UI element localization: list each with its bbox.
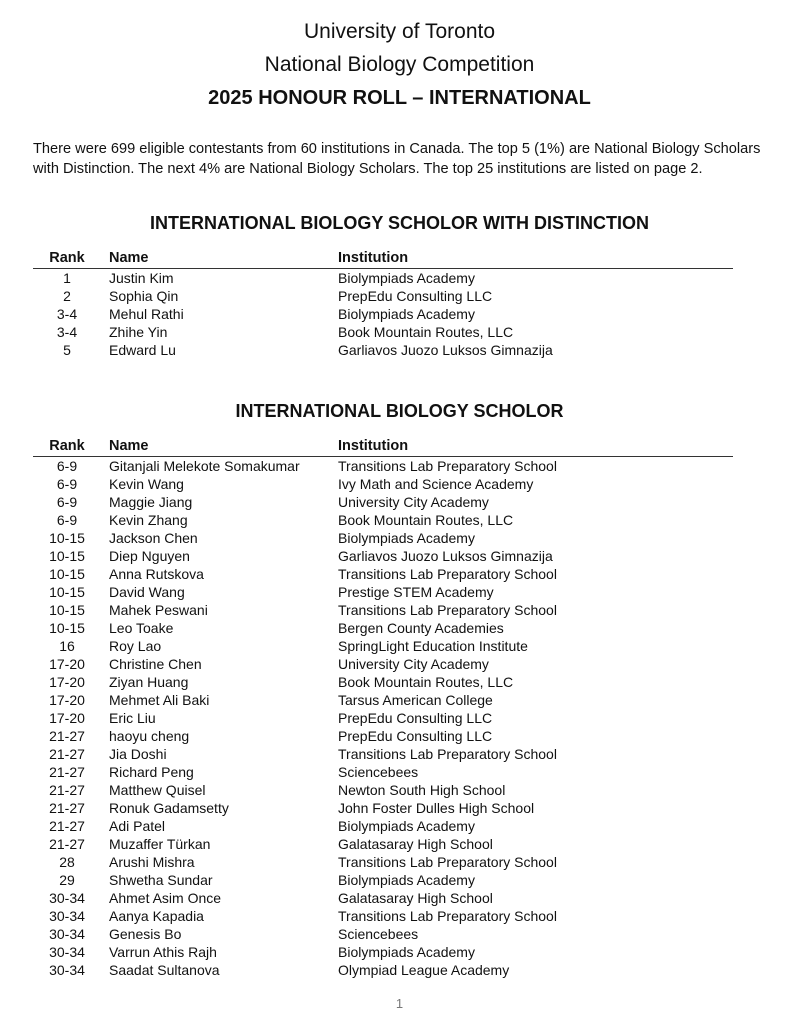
table-row xyxy=(33,341,733,359)
table-row xyxy=(33,655,733,673)
institution-cell: Biolympiads Academy xyxy=(338,944,475,960)
rank-cell: 17-20 xyxy=(49,710,85,726)
rank-cell: 5 xyxy=(63,342,71,358)
institution-cell: John Foster Dulles High School xyxy=(338,800,535,816)
institution-cell: Biolympiads Academy xyxy=(338,306,475,322)
name-cell: Jia Doshi xyxy=(109,746,167,762)
institution-cell: University City Academy xyxy=(338,494,489,510)
institution-cell: Sciencebees xyxy=(338,926,419,942)
table-row xyxy=(33,745,733,763)
table-row xyxy=(33,583,733,601)
name-cell: Genesis Bo xyxy=(109,926,182,942)
name-cell: Anna Rutskova xyxy=(109,566,204,582)
rank-cell: 21-27 xyxy=(49,836,85,852)
rank-cell: 17-20 xyxy=(49,692,85,708)
table-row xyxy=(33,835,733,853)
table-row xyxy=(33,925,733,943)
distinction-table xyxy=(33,250,733,359)
distinction-heading: INTERNATIONAL BIOLOGY SCHOLOR WITH DISTINCTION xyxy=(150,213,649,233)
institution-cell: Tarsus American College xyxy=(338,692,493,708)
rank-cell: 21-27 xyxy=(49,746,85,762)
name-cell: Jackson Chen xyxy=(109,530,198,546)
name-cell: David Wang xyxy=(109,584,185,600)
institution-cell: Book Mountain Routes, LLC xyxy=(338,512,514,528)
institution-cell: Prestige STEM Academy xyxy=(338,584,494,600)
rank-cell: 21-27 xyxy=(49,764,85,780)
rank-cell: 30-34 xyxy=(49,944,85,960)
institution-cell: PrepEdu Consulting LLC xyxy=(338,710,493,726)
rank-cell: 10-15 xyxy=(49,602,85,618)
rank-cell: 28 xyxy=(59,854,75,870)
institution-cell: Ivy Math and Science Academy xyxy=(338,476,534,492)
table-row xyxy=(33,565,733,583)
rank-cell: 1 xyxy=(63,270,71,286)
table-header xyxy=(33,250,733,269)
name-cell: Arushi Mishra xyxy=(109,854,195,870)
institution-cell: Biolympiads Academy xyxy=(338,872,475,888)
rank-cell: 2 xyxy=(63,288,71,304)
name-cell: Ronuk Gadamsetty xyxy=(109,800,229,816)
name-cell: Mahek Peswani xyxy=(109,602,208,618)
table-row xyxy=(33,547,733,565)
institution-cell: Bergen County Academies xyxy=(338,620,504,636)
name-cell: Matthew Quisel xyxy=(109,782,206,798)
name-cell: Saadat Sultanova xyxy=(109,962,220,978)
name-cell: Sophia Qin xyxy=(109,288,179,304)
table-row xyxy=(33,727,733,745)
intro-paragraph: There were 699 eligible contestants from 60 institutions in Canada. The top 5 (1%) are National Biology Scholars with Distinction. The next 4% are National Biology Scholars. The top 25 institutions are listed on page 2. xyxy=(33,140,761,177)
rank-cell: 30-34 xyxy=(49,890,85,906)
institution-cell: Garliavos Juozo Luksos Gimnazija xyxy=(338,342,553,358)
table-row xyxy=(33,269,733,287)
rank-cell: 10-15 xyxy=(49,566,85,582)
rank-cell: 6-9 xyxy=(56,476,78,492)
university-title: University of Toronto xyxy=(303,20,496,43)
rank-column-header: Rank xyxy=(49,438,85,454)
scholar-table xyxy=(33,438,733,979)
rank-cell: 16 xyxy=(59,638,75,654)
institution-cell: Transitions Lab Preparatory School xyxy=(338,908,557,924)
institution-cell: Book Mountain Routes, LLC xyxy=(338,674,514,690)
institution-cell: Garliavos Juozo Luksos Gimnazija xyxy=(338,548,553,564)
table-row xyxy=(33,323,733,341)
table-header xyxy=(33,438,733,457)
table-row xyxy=(33,619,733,637)
name-cell: Edward Lu xyxy=(109,342,176,358)
distinction-rows xyxy=(33,269,733,359)
name-cell: Mehul Rathi xyxy=(109,306,184,322)
name-cell: haoyu cheng xyxy=(109,728,190,744)
name-cell: Richard Peng xyxy=(109,764,194,780)
name-cell: Adi Patel xyxy=(109,818,166,834)
table-row xyxy=(33,871,733,889)
name-cell: Diep Nguyen xyxy=(109,548,190,564)
table-row xyxy=(33,287,733,305)
institution-cell: Biolympiads Academy xyxy=(338,530,475,546)
rank-cell: 10-15 xyxy=(49,620,85,636)
institution-cell: Olympiad League Academy xyxy=(338,962,510,978)
name-cell: Roy Lao xyxy=(109,638,162,654)
name-cell: Shwetha Sundar xyxy=(109,872,213,888)
institution-cell: Transitions Lab Preparatory School xyxy=(338,566,557,582)
institution-cell: Transitions Lab Preparatory School xyxy=(338,602,557,618)
rank-cell: 21-27 xyxy=(49,728,85,744)
institution-cell: Biolympiads Academy xyxy=(338,270,475,286)
name-cell: Eric Liu xyxy=(109,710,156,726)
table-row xyxy=(33,475,733,493)
name-cell: Kevin Wang xyxy=(109,476,184,492)
name-cell: Ziyan Huang xyxy=(109,674,189,690)
rank-cell: 10-15 xyxy=(49,530,85,546)
table-row xyxy=(33,457,733,475)
table-row xyxy=(33,889,733,907)
rank-cell: 6-9 xyxy=(56,494,78,510)
page-number: 1 xyxy=(395,996,404,1011)
rank-cell: 29 xyxy=(59,872,75,888)
rank-cell: 21-27 xyxy=(49,800,85,816)
scholar-rows xyxy=(33,457,733,979)
name-cell: Aanya Kapadia xyxy=(109,908,204,924)
table-row xyxy=(33,673,733,691)
scholar-heading: INTERNATIONAL BIOLOGY SCHOLOR xyxy=(235,401,564,421)
institution-cell: Transitions Lab Preparatory School xyxy=(338,458,557,474)
institution-cell: Biolympiads Academy xyxy=(338,818,475,834)
name-cell: Christine Chen xyxy=(109,656,202,672)
name-cell: Ahmet Asim Once xyxy=(109,890,222,906)
table-row xyxy=(33,943,733,961)
table-row xyxy=(33,305,733,323)
rank-cell: 21-27 xyxy=(49,782,85,798)
table-row xyxy=(33,709,733,727)
table-row xyxy=(33,961,733,979)
name-cell: Varrun Athis Rajh xyxy=(109,944,217,960)
institution-cell: University City Academy xyxy=(338,656,489,672)
table-row xyxy=(33,637,733,655)
table-row xyxy=(33,601,733,619)
rank-cell: 3-4 xyxy=(56,324,78,340)
institution-cell: Transitions Lab Preparatory School xyxy=(338,854,557,870)
name-cell: Maggie Jiang xyxy=(109,494,193,510)
table-row xyxy=(33,529,733,547)
name-cell: Gitanjali Melekote Somakumar xyxy=(109,458,300,474)
name-cell: Justin Kim xyxy=(109,270,174,286)
institution-cell: Newton South High School xyxy=(338,782,506,798)
institution-cell: Transitions Lab Preparatory School xyxy=(338,746,557,762)
name-cell: Kevin Zhang xyxy=(109,512,188,528)
institution-column-header: Institution xyxy=(338,250,409,266)
table-row xyxy=(33,763,733,781)
rank-cell: 30-34 xyxy=(49,908,85,924)
rank-column-header: Rank xyxy=(49,250,85,266)
table-row xyxy=(33,781,733,799)
name-cell: Muzaffer Türkan xyxy=(109,836,211,852)
rank-cell: 21-27 xyxy=(49,818,85,834)
table-row xyxy=(33,817,733,835)
name-column-header: Name xyxy=(109,250,149,266)
table-row xyxy=(33,853,733,871)
rank-cell: 6-9 xyxy=(56,458,78,474)
name-cell: Leo Toake xyxy=(109,620,174,636)
table-row xyxy=(33,799,733,817)
rank-cell: 10-15 xyxy=(49,584,85,600)
institution-cell: Book Mountain Routes, LLC xyxy=(338,324,514,340)
rank-cell: 30-34 xyxy=(49,962,85,978)
institution-cell: SpringLight Education Institute xyxy=(338,638,528,654)
rank-cell: 17-20 xyxy=(49,674,85,690)
table-row xyxy=(33,907,733,925)
institution-cell: PrepEdu Consulting LLC xyxy=(338,728,493,744)
rank-cell: 17-20 xyxy=(49,656,85,672)
table-row xyxy=(33,511,733,529)
rank-cell: 3-4 xyxy=(56,306,78,322)
institution-cell: PrepEdu Consulting LLC xyxy=(338,288,493,304)
honour-roll-title: 2025 HONOUR ROLL – INTERNATIONAL xyxy=(208,87,591,109)
name-column-header: Name xyxy=(109,438,149,454)
rank-cell: 10-15 xyxy=(49,548,85,564)
institution-column-header: Institution xyxy=(338,438,409,454)
rank-cell: 30-34 xyxy=(49,926,85,942)
competition-title: National Biology Competition xyxy=(264,53,535,76)
rank-cell: 6-9 xyxy=(56,512,78,528)
institution-cell: Sciencebees xyxy=(338,764,419,780)
name-cell: Zhihe Yin xyxy=(109,324,168,340)
institution-cell: Galatasaray High School xyxy=(338,836,493,852)
institution-cell: Galatasaray High School xyxy=(338,890,493,906)
table-row xyxy=(33,691,733,709)
table-row xyxy=(33,493,733,511)
name-cell: Mehmet Ali Baki xyxy=(109,692,210,708)
